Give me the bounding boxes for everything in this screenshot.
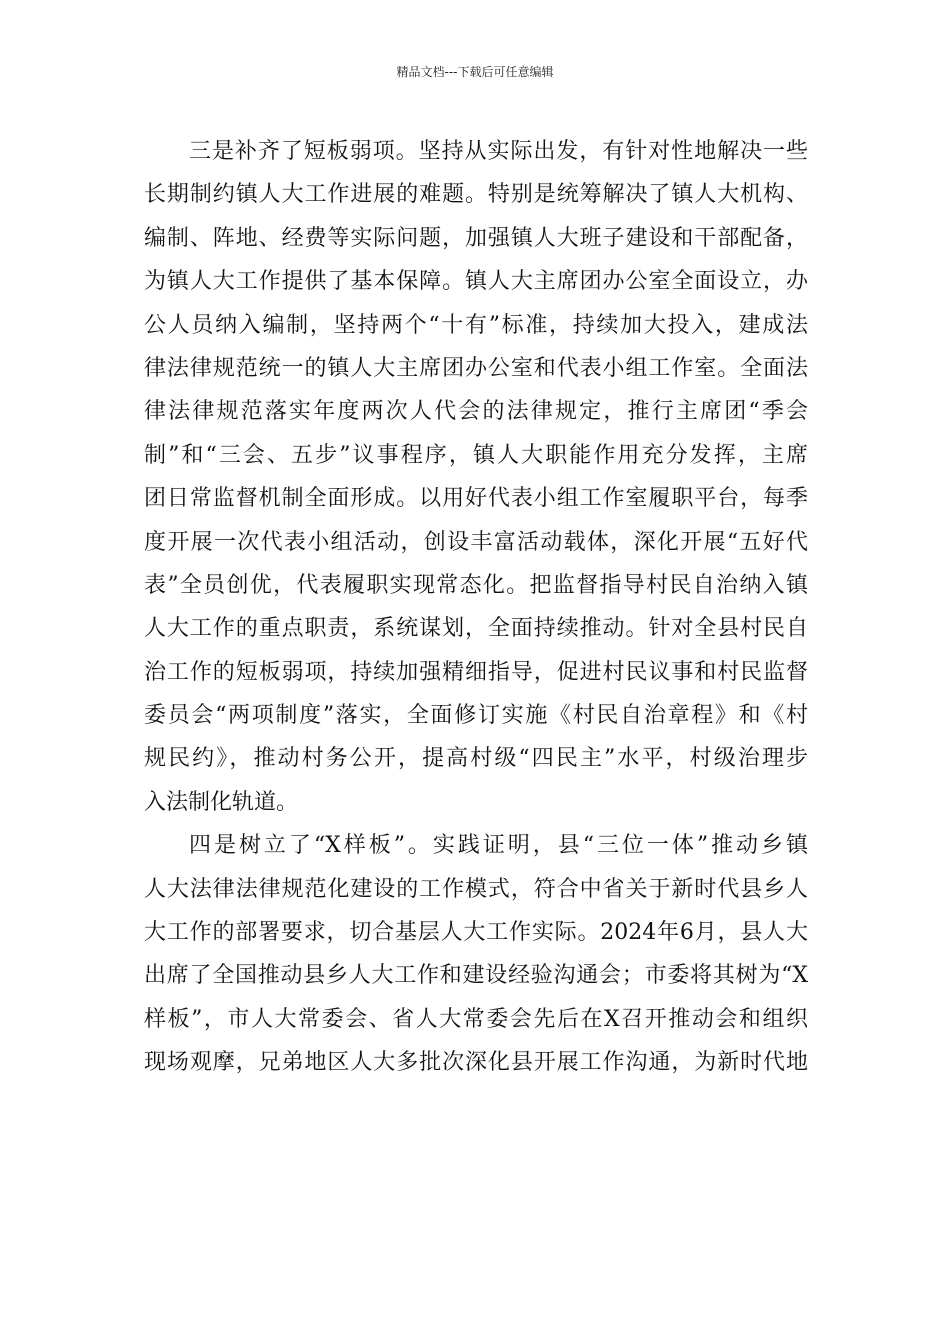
text-line: 人大法律法律规范化建设的工作模式，符合中省关于新时代县乡人 <box>144 876 808 902</box>
text-line: 大工作的部署要求，切合基层人大工作实际。2024年6月，县人大 <box>144 920 808 946</box>
text-line: 表”全员创优，代表履职实现常态化。把监督指导村民自治纳入镇 <box>144 572 808 598</box>
paragraph-2 <box>144 824 808 1084</box>
text-line: 律法律规范落实年度两次人代会的法律规定，推行主席团“季会 <box>144 399 808 425</box>
text-line: 为镇人大工作提供了基本保障。镇人大主席团办公室全面设立，办 <box>144 269 808 295</box>
page-header: 精品文档---下载后可任意编辑 <box>396 65 554 79</box>
text-line: 四是树立了“X样板”。实践证明，县“三位一体”推动乡镇 <box>189 833 808 859</box>
text-line: 三是补齐了短板弱项。坚持从实际出发，有针对性地解决一些 <box>189 139 808 164</box>
text-line: 人大工作的重点职责，系统谋划，全面持续推动。针对全县村民自 <box>144 616 808 642</box>
text-line: 度开展一次代表小组活动，创设丰富活动载体，深化开展“五好代 <box>144 529 808 555</box>
document-body <box>144 130 808 1085</box>
text-line: 律法律规范统一的镇人大主席团办公室和代表小组工作室。全面法 <box>144 355 808 381</box>
text-line: 样板”，市人大常委会、省人大常委会先后在X召开推动会和组织 <box>144 1006 808 1032</box>
text-line: 公人员纳入编制，坚持两个“十有”标准，持续加大投入，建成法 <box>144 312 808 338</box>
text-line: 长期制约镇人大工作进展的难题。特别是统筹解决了镇人大机构、 <box>144 182 808 208</box>
text-line: 制”和“三会、五步”议事程序，镇人大职能作用充分发挥，主席 <box>144 442 808 468</box>
text-line: 编制、阵地、经费等实际问题，加强镇人大班子建设和干部配备， <box>144 225 808 251</box>
text-line: 出席了全国推动县乡人大工作和建设经验沟通会；市委将其树为“X <box>144 963 808 989</box>
text-line: 现场观摩，兄弟地区人大多批次深化县开展工作沟通，为新时代地 <box>144 1050 808 1076</box>
text-line: 规民约》，推动村务公开，提高村级“四民主”水平，村级治理步 <box>144 746 808 772</box>
paragraph-1 <box>144 130 808 824</box>
text-line: 团日常监督机制全面形成。以用好代表小组工作室履职平台，每季 <box>144 486 808 512</box>
text-line: 入法制化轨道。 <box>144 789 299 815</box>
text-line: 治工作的短板弱项，持续加强精细指导，促进村民议事和村民监督 <box>144 659 808 685</box>
text-line: 委员会“两项制度”落实，全面修订实施《村民自治章程》和《村 <box>144 703 808 729</box>
